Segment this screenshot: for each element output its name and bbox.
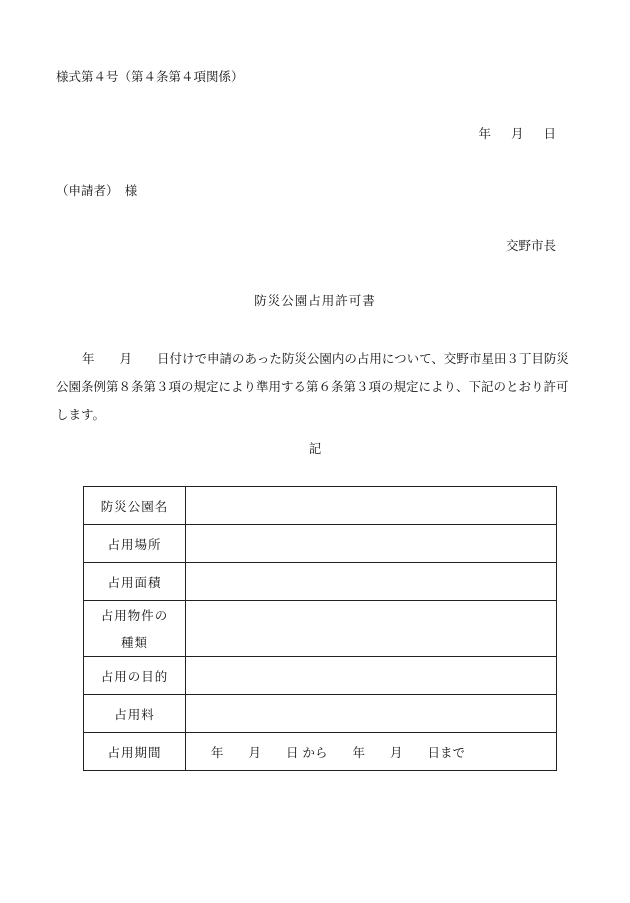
row-label-object-type-line2: 種類: [120, 634, 148, 650]
row-value-purpose: [186, 657, 557, 695]
issue-date: 年 月 日: [478, 126, 556, 141]
row-value-object-type: [186, 601, 557, 657]
table-row: [84, 657, 557, 695]
body-paragraph: [56, 345, 576, 429]
table-row: [84, 695, 557, 733]
document-title: 防災公園占用許可書: [254, 293, 376, 308]
row-value-park-name: [186, 487, 557, 525]
table-row: [84, 487, 557, 525]
row-label-park-name: 防災公園名: [84, 487, 186, 525]
form-number: 様式第４号（第４条第４項関係）: [56, 69, 244, 84]
body-text: 年 月 日付けで申請のあった防災公園内の占用について、交野市星田３丁目防災公園条例第８条第３項の規定により準用する第６条第３項の規定により、下記のとおり許可します。: [56, 351, 569, 422]
table-row: [84, 525, 557, 563]
details-table: [83, 486, 557, 771]
row-label-purpose: 占用の目的: [84, 657, 186, 695]
row-label-period: 占用期間: [84, 733, 186, 771]
row-label-object-type-line1: 占用物件の: [100, 607, 169, 623]
row-value-fee: [186, 695, 557, 733]
row-label-area: 占用面積: [84, 563, 186, 601]
row-label-object-type: [84, 601, 186, 657]
table-row: [84, 563, 557, 601]
issuer: 交野市長: [505, 238, 556, 253]
table-row: [84, 601, 557, 657]
row-value-period: 年 月 日 から 年 月 日まで: [186, 733, 557, 771]
table-row: [84, 733, 557, 771]
row-label-fee: 占用料: [84, 695, 186, 733]
applicant-line: （申請者） 様: [56, 183, 138, 198]
row-value-location: [186, 525, 557, 563]
row-label-location: 占用場所: [84, 525, 186, 563]
row-value-area: [186, 563, 557, 601]
ki-heading: 記: [308, 441, 322, 456]
